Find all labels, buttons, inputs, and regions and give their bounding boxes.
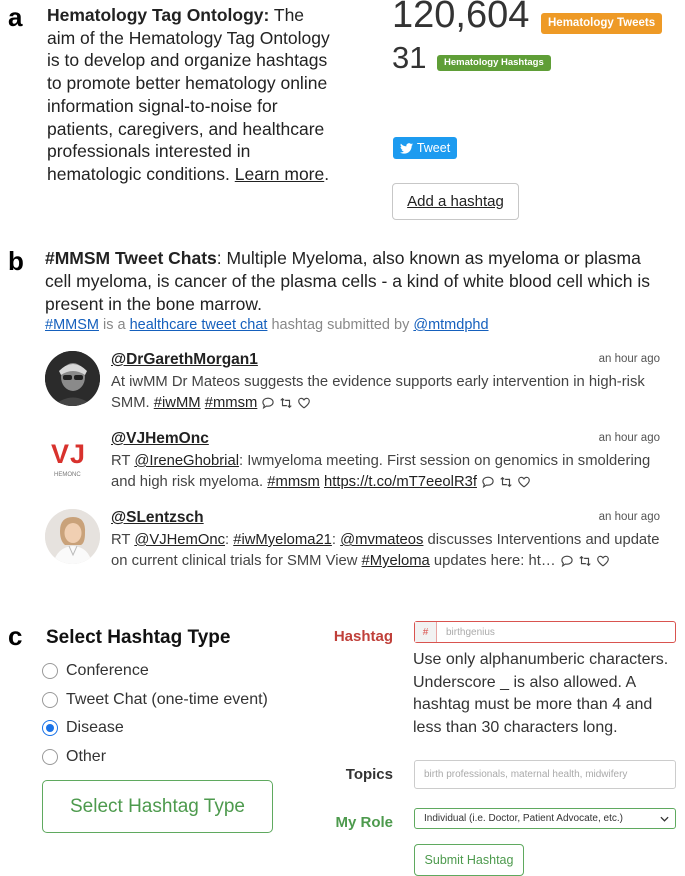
hashtag-link[interactable]: #Myeloma <box>361 553 430 569</box>
tweet-time: an hour ago <box>598 432 660 444</box>
avatar[interactable] <box>45 351 100 406</box>
tweet-time: an hour ago <box>598 353 660 365</box>
add-hashtag-button[interactable] <box>392 183 519 220</box>
add-hashtag-label: Add a hashtag <box>407 193 504 210</box>
reply-icon[interactable] <box>560 554 574 568</box>
tweet-text <box>111 451 661 493</box>
retweet-icon[interactable] <box>279 396 293 410</box>
vjhemonc-logo-sub: HEMONC <box>54 472 81 478</box>
mention-link[interactable]: @IreneGhobrial <box>134 453 239 469</box>
hashtag-input-group <box>414 621 676 643</box>
tweet-item <box>45 430 665 490</box>
retweet-icon[interactable] <box>578 554 592 568</box>
tweet-handle[interactable]: @DrGarethMorgan1 <box>111 351 258 368</box>
url-link[interactable]: https://t.co/mT7eeolR3f <box>324 474 477 490</box>
tweet-actions <box>261 396 311 410</box>
radio-label: Tweet Chat (one-time event) <box>66 691 268 708</box>
tweet-text-part: RT <box>111 532 135 548</box>
chat-subline <box>45 317 489 333</box>
tweet-handle[interactable]: @VJHemOnc <box>111 430 209 447</box>
submit-hashtag-button[interactable]: Submit Hashtag <box>414 844 524 876</box>
hashtags-badge: Hematology Hashtags <box>437 55 551 71</box>
tweet-button-label: Tweet <box>416 141 451 155</box>
hashtag-field-label: Hashtag <box>333 628 393 645</box>
chat-title: #MMSM Tweet Chats <box>45 248 217 268</box>
role-field-label: My Role <box>335 814 393 831</box>
radio-button[interactable] <box>42 692 58 708</box>
chat-user-link[interactable]: @mtmdphd <box>413 317 489 333</box>
radio-disease[interactable] <box>42 719 124 737</box>
ontology-description: The aim of the Hematology Tag Ontology is to develop and organize hashtags to promote better hematology online information signal-to-noise for patients, caregivers, and healthcare professionals interested in hematologic conditions. <box>47 5 330 184</box>
panel-label-c: c <box>8 621 23 651</box>
hashtag-help-text: Use only alphanumberic characters. Underscore _ is also allowed. A hashtag must be more than 4 and less than 30 characters long. <box>413 651 669 736</box>
radio-button[interactable] <box>42 749 58 765</box>
tweet-text-part: updates here: ht… <box>429 553 560 569</box>
chat-type-link[interactable]: healthcare tweet chat <box>129 317 268 333</box>
avatar[interactable] <box>45 430 100 485</box>
reply-icon[interactable] <box>261 396 275 410</box>
tweet-handle[interactable]: @SLentzsch <box>111 509 204 526</box>
tweet-actions <box>560 554 610 568</box>
hashtag-link[interactable]: #mmsm <box>267 474 320 490</box>
select-hashtag-type-button[interactable]: Select Hashtag Type <box>42 780 273 833</box>
tweet-text-part: : <box>331 532 341 548</box>
heart-icon[interactable] <box>517 475 531 489</box>
chat-tag-link[interactable]: #MMSM <box>45 317 99 333</box>
chat-description: : Multiple Myeloma, also known as myeloma or plasma cell myeloma, is cancer of the plasma cells - a kind of white blood cell which is present in the bone marrow. <box>45 248 650 314</box>
radio-tweet-chat[interactable] <box>42 691 268 709</box>
tweet-actions <box>481 475 531 489</box>
tweets-badge: Hematology Tweets <box>541 13 662 34</box>
topics-field-label: Topics <box>345 766 393 783</box>
radio-label: Other <box>66 748 107 765</box>
radio-label: Disease <box>66 719 124 736</box>
vjhemonc-logo: VJ <box>51 439 87 469</box>
radio-button[interactable] <box>42 663 58 679</box>
radio-other[interactable] <box>42 748 106 766</box>
hashtag-type-title: Select Hashtag Type <box>46 627 231 648</box>
twitter-bird-icon <box>400 143 413 154</box>
role-select-value: Individual (i.e. Doctor, Patient Advocate, etc.) <box>424 813 623 824</box>
tweet-text-part: : Iwmyeloma meeting. First session on genomics in smoldering and high risk myeloma. <box>111 453 651 490</box>
tweet-text-part: discusses Interventions and update on current clinical trials for SMM View <box>111 532 660 569</box>
tweet-text-part: RT <box>111 453 135 469</box>
heart-icon[interactable] <box>596 554 610 568</box>
avatar[interactable] <box>45 509 100 564</box>
chat-sub-text: hashtag submitted by <box>267 317 414 333</box>
hashtag-link[interactable]: #iwMM <box>153 395 201 411</box>
tweet-text-part: At iwMM Dr Mateos suggests the evidence supports early intervention in high-risk SMM. <box>111 374 645 411</box>
topics-input[interactable] <box>414 760 676 789</box>
hash-prefix: # <box>415 622 437 642</box>
radio-conference[interactable] <box>42 662 149 680</box>
panel-label-b: b <box>8 246 24 276</box>
tweet-text <box>111 372 661 414</box>
tweet-button[interactable] <box>393 137 457 159</box>
mention-link[interactable]: @mvmateos <box>340 532 424 548</box>
chevron-down-icon <box>660 816 669 822</box>
hashtag-link[interactable]: #mmsm <box>204 395 258 411</box>
mention-link[interactable]: @VJHemOnc <box>134 532 225 548</box>
reply-icon[interactable] <box>481 475 495 489</box>
chat-sub-text: is a <box>98 317 130 333</box>
hashtag-input[interactable] <box>437 622 675 642</box>
tweet-time: an hour ago <box>598 511 660 523</box>
retweet-icon[interactable] <box>499 475 513 489</box>
role-select[interactable] <box>414 808 676 829</box>
radio-label: Conference <box>66 662 149 679</box>
tweet-item <box>45 509 665 589</box>
ontology-intro <box>47 4 332 186</box>
ontology-period: . <box>324 163 330 184</box>
heart-icon[interactable] <box>297 396 311 410</box>
learn-more-link[interactable]: Learn more <box>234 163 325 184</box>
ontology-title: Hematology Tag Ontology: <box>47 5 270 25</box>
panel-label-a: a <box>8 2 23 32</box>
radio-button-checked[interactable] <box>42 720 58 736</box>
chat-intro <box>45 247 665 316</box>
tweet-text <box>111 530 661 572</box>
hashtags-count: 31 <box>392 40 427 75</box>
hashtag-link[interactable]: #iwMyeloma21 <box>233 532 332 548</box>
tweet-item <box>45 351 665 411</box>
tweets-count: 120,604 <box>392 0 530 36</box>
tweet-text-part: : <box>224 532 234 548</box>
